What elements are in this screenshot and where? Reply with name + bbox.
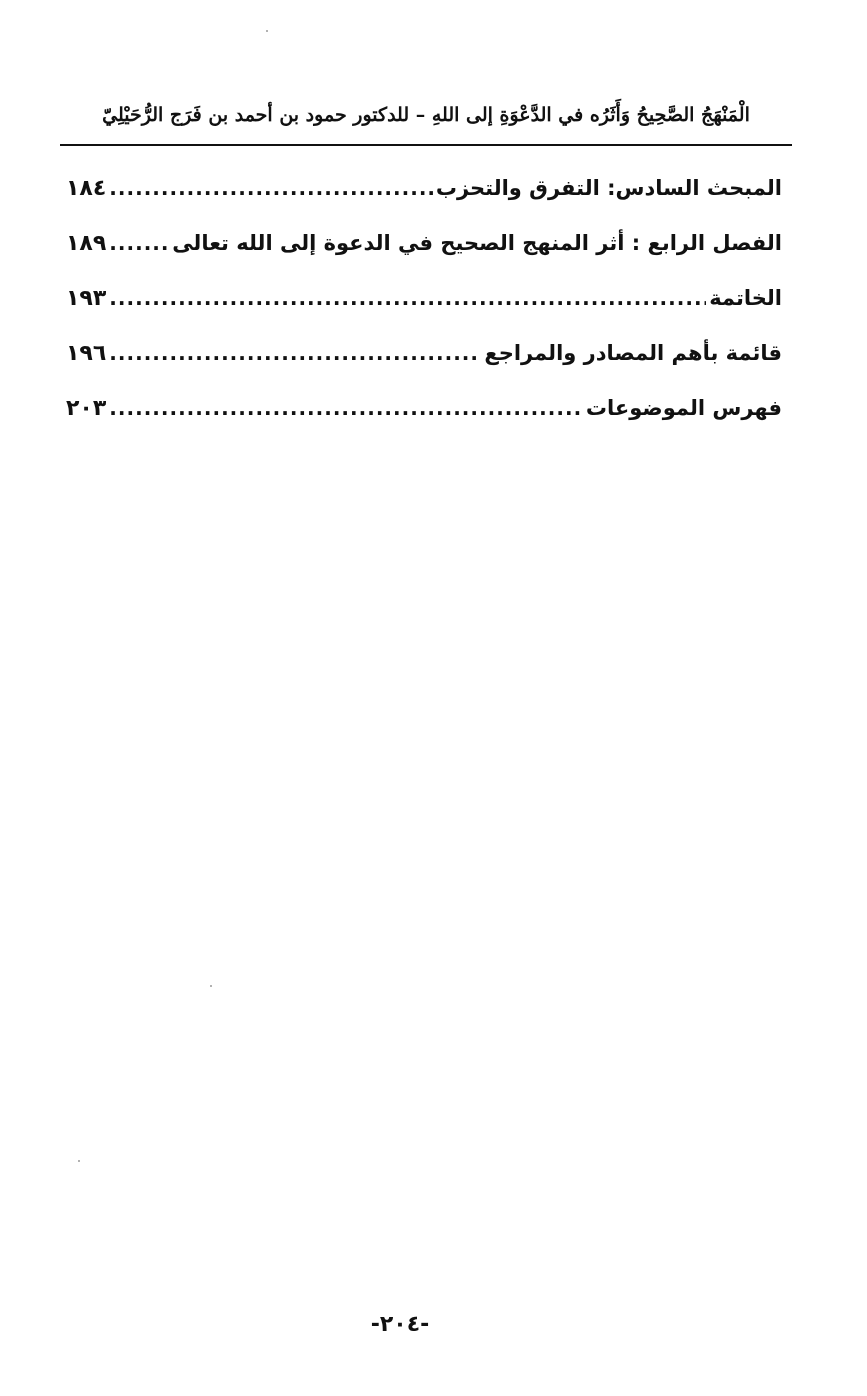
- toc-entry-title: المبحث السادس: التفرق والتحزب: [435, 176, 782, 200]
- page-number: -٢٠٤-: [370, 1312, 430, 1337]
- toc-entry: [66, 278, 782, 333]
- toc-entry: [66, 388, 782, 443]
- toc-entry-page: ١٩٣: [66, 286, 107, 311]
- toc-entry-page: ٢٠٣: [66, 396, 107, 421]
- toc-leader-dots: [109, 388, 583, 428]
- toc-leader-dots: [109, 333, 481, 373]
- table-of-contents: [66, 168, 782, 443]
- toc-entry-page: ١٨٤: [66, 176, 107, 201]
- toc-entry: [66, 168, 782, 223]
- toc-leader-dots: [109, 223, 169, 263]
- header-rule: [60, 144, 792, 146]
- scan-speck: [266, 30, 268, 32]
- toc-entry-page: ١٨٩: [66, 231, 107, 256]
- toc-entry-page: ١٩٦: [66, 341, 107, 366]
- toc-entry-title: قائمة بأهم المصادر والمراجع: [484, 341, 782, 365]
- scan-speck: [210, 985, 212, 987]
- toc-entry-title: الخاتمة: [709, 286, 782, 310]
- toc-entry-title: فهرس الموضوعات: [585, 396, 782, 420]
- toc-leader-dots: [109, 168, 433, 208]
- toc-leader-dots: [109, 278, 706, 318]
- toc-entry: [66, 223, 782, 278]
- toc-entry-title: الفصل الرابع : أثر المنهج الصحيح في الدعوة إلى الله تعالى: [172, 231, 782, 255]
- running-header: الْمَنْهَجُ الصَّحِيحُ وَأَثَرُه في الدَّعْوَةِ إلى اللهِ – للدكتور حمود بن أحمد بن فَرَج الرُّحَيْلِيّ: [102, 104, 750, 126]
- scan-speck: [78, 1160, 80, 1162]
- toc-entry: [66, 333, 782, 388]
